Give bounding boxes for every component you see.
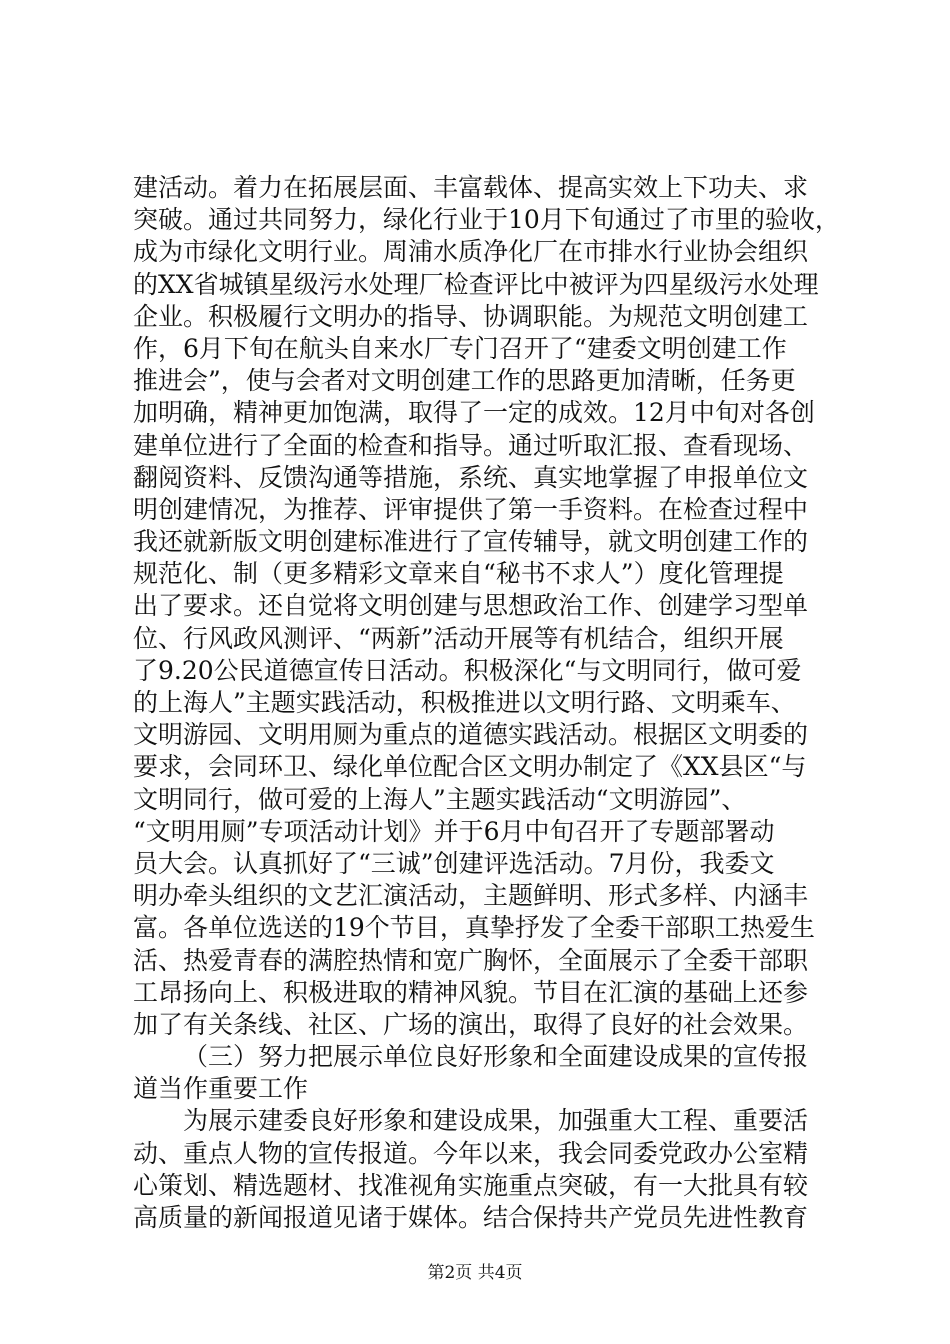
text-line: 加明确，精神更加饱满，取得了一定的成效。12月中旬对各创: [133, 398, 815, 428]
page-number-label: 第2页 共4页: [427, 1263, 523, 1283]
text-line: 了9.20公民道德宣传日活动。积极深化“与文明同行，做可爱: [133, 655, 802, 685]
text-line: 建单位进行了全面的检查和指导。通过听取汇报、查看现场、: [133, 430, 809, 460]
text-line: 建活动。着力在拓展层面、丰富载体、提高实效上下功夫、求: [133, 173, 809, 202]
text-line: 突破。通过共同努力，绿化行业于10月下旬通过了市里的验收，: [133, 205, 840, 235]
text-line: 位、行风政风测评、“两新”活动开展等有机结合，组织开展: [133, 623, 784, 653]
text-line: 明办牵头组织的文艺汇演活动，主题鲜明、形式多样、内涵丰: [133, 881, 809, 911]
section-heading-line: 道当作重要工作: [133, 1074, 309, 1104]
text-line: 明创建情况，为推荐、评审提供了第一手资料。在检查过程中: [133, 494, 809, 524]
text-line: 为展示建委良好形象和建设成果，加强重大工程、重要活: [183, 1106, 809, 1136]
text-line: 加了有关条线、社区、广场的演出，取得了良好的社会效果。: [133, 1009, 809, 1039]
text-line: 动、重点人物的宣传报道。今年以来，我会同委党政办公室精: [133, 1138, 809, 1168]
text-line: 文明同行，做可爱的上海人”主题实践活动“文明游园”、: [133, 784, 747, 814]
section-heading-line: （三）努力把展示单位良好形象和全面建设成果的宣传报: [183, 1042, 809, 1072]
text-line: 的XX省城镇星级污水处理厂检查评比中被评为四星级污水处理: [133, 269, 819, 299]
text-line: 员大会。认真抓好了“三诚”创建评选活动。7月份，我委文: [133, 848, 775, 878]
text-line: “文明用厕”专项活动计划》并于6月中旬召开了专题部署动: [133, 816, 775, 846]
text-line: 作，6月下旬在航头自来水厂专门召开了“建委文明创建工作: [133, 333, 787, 363]
text-line: 富。各单位选送的19个节目，真挚抒发了全委干部职工热爱生: [133, 913, 815, 943]
text-line: 出了要求。还自觉将文明创建与思想政治工作、创建学习型单: [133, 591, 809, 621]
text-line: 活、热爱青春的满腔热情和宽广胸怀，全面展示了全委干部职: [133, 945, 809, 975]
text-line: 我还就新版文明创建标准进行了宣传辅导，就文明创建工作的: [133, 527, 809, 557]
text-line: 翻阅资料、反馈沟通等措施，系统、真实地掌握了申报单位文: [133, 462, 809, 492]
text-line: 成为市绿化文明行业。周浦水质净化厂在市排水行业协会组织: [133, 237, 809, 267]
text-line: 推进会”，使与会者对文明创建工作的思路更加清晰，任务更: [133, 366, 796, 396]
document-body: [133, 172, 843, 1234]
text-line: 企业。积极履行文明办的指导、协调职能。为规范文明创建工: [133, 301, 809, 331]
text-line: 工昂扬向上、积极进取的精神风貌。节目在汇演的基础上还参: [133, 977, 809, 1007]
text-line: 的上海人”主题实践活动，积极推进以文明行路、文明乘车、: [133, 688, 796, 717]
text-line: 文明游园、文明用厕为重点的道德实践活动。根据区文明委的: [133, 720, 809, 750]
text-line: 高质量的新闻报道见诸于媒体。结合保持共产党员先进性教育: [133, 1203, 809, 1232]
text-line: 要求，会同环卫、绿化单位配合区文明办制定了《XX县区“与: [133, 752, 807, 782]
text-line: 心策划、精选题材、找准视角实施重点突破，有一大批具有较: [133, 1170, 809, 1200]
page-footer: [0, 1258, 950, 1283]
text-line: 规范化、制（更多精彩文章来自“秘书不求人”）度化管理提: [133, 559, 784, 589]
